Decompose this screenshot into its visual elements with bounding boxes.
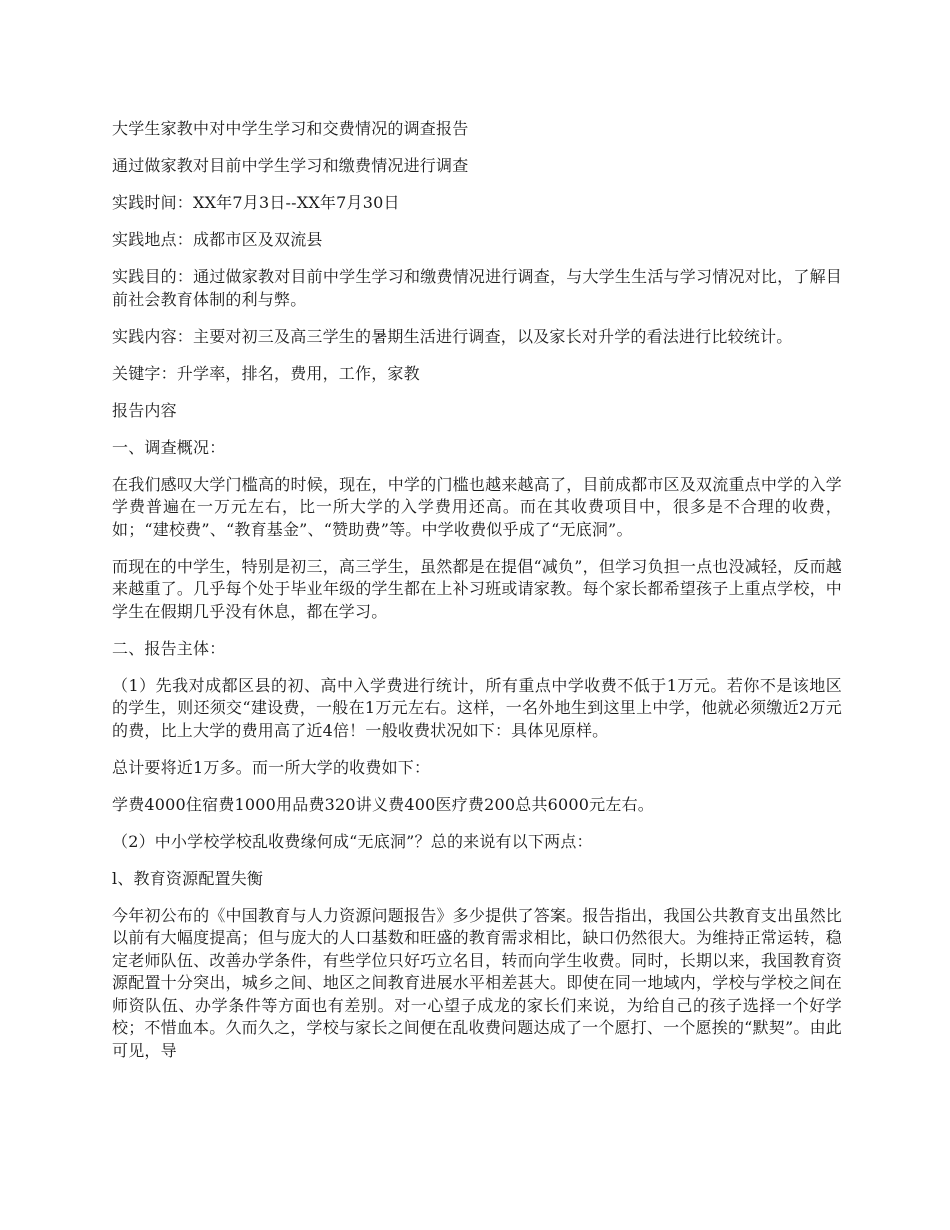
- overview-paragraph-1: 在我们感叹大学门槛高的时候，现在，中学的门槛也越来越高了，目前成都市区及双流重点中学的入学学费普遍在一万元左右，比一所大学的入学费用还高。而在其收费项目中，很多是不合理的收费，如；“建校费”、“教育基金”、“赞助费”等。中学收费似乎成了“无底洞”。: [112, 474, 842, 539]
- document-page: [112, 118, 842, 1077]
- overview-paragraph-2: 而现在的中学生，特别是初三，高三学生，虽然都是在提倡“减负”，但学习负担一点也没减轻，反而越来越重了。几乎每个处于毕业年级的学生都在上补习班或请家教。每个家长都希望孩子上重点学校，中学生在假期几乎没有休息，都在学习。: [112, 556, 842, 621]
- main-body-paragraph-2: （2）中小学校学校乱收费缘何成“无底洞”？总的来说有以下两点：: [112, 831, 593, 851]
- practice-location: 实践地点：成都市区及双流县: [112, 230, 323, 249]
- practice-purpose: 实践目的：通过做家教对目前中学生学习和缴费情况进行调查，与大学生生活与学习情况对比，了解目前社会教育体制的利与弊。: [112, 267, 842, 309]
- main-body-paragraph-1: （1）先我对成都区县的初、高中入学费进行统计，所有重点中学收费不低于1万元。若你不是该地区的学生，则还须交“建设费，一般在1万元左右。这样，一名外地生到这里上中学，他就必须缴近2万元的费，比上大学的费用高了近4倍！一般收费状况如下：具体见原样。: [112, 675, 842, 740]
- report-subtitle: 通过做家教对目前中学生学习和缴费情况进行调查: [112, 156, 469, 175]
- practice-time: 实践时间：XX年7月3日--XX年7月30日: [112, 193, 400, 212]
- report-title: 大学生家教中对中学生学习和交费情况的调查报告: [112, 119, 469, 138]
- total-cost-paragraph: 总计要将近1万多。而一所大学的收费如下：: [112, 757, 431, 777]
- keywords: 关键字：升学率，排名，费用，工作，家教: [112, 363, 420, 383]
- practice-content: 实践内容：主要对初三及高三学生的暑期生活进行调查，以及家长对升学的看法进行比较统计。: [112, 326, 793, 346]
- resource-allocation-paragraph: 今年初公布的《中国教育与人力资源问题报告》多少提供了答案。报告指出，我国公共教育支出虽然比以前有大幅度提高；但与庞大的人口基数和旺盛的教育需求相比，缺口仍然很大。为维持正常运转，稳定老师队伍、改善办学条件，有些学位只好巧立名目，转而向学生收费。同时，长期以来，我国教育资源配置十分突出，城乡之间、地区之间教育进展水平相差甚大。即使在同一地域内，学校与学校之间在师资队伍、办学条件等方面也有差别。对一心望子成龙的家长们来说，为给自己的孩子选择一个好学校；不惜血本。久而久之，学校与家长之间便在乱收费问题达成了一个愿打、一个愿挨的“默契”。由此可见，导: [112, 905, 842, 1060]
- subheading-resource-allocation: l、教育资源配置失衡: [112, 868, 264, 888]
- university-fees-paragraph: 学费4000住宿费1000用品费320讲义费400医疗费200总共6000元左右。: [112, 794, 654, 814]
- section-report-content: 报告内容: [112, 400, 177, 420]
- section-heading-overview: 一、调查概况：: [112, 437, 226, 457]
- section-heading-main-body: 二、报告主体：: [112, 638, 226, 658]
